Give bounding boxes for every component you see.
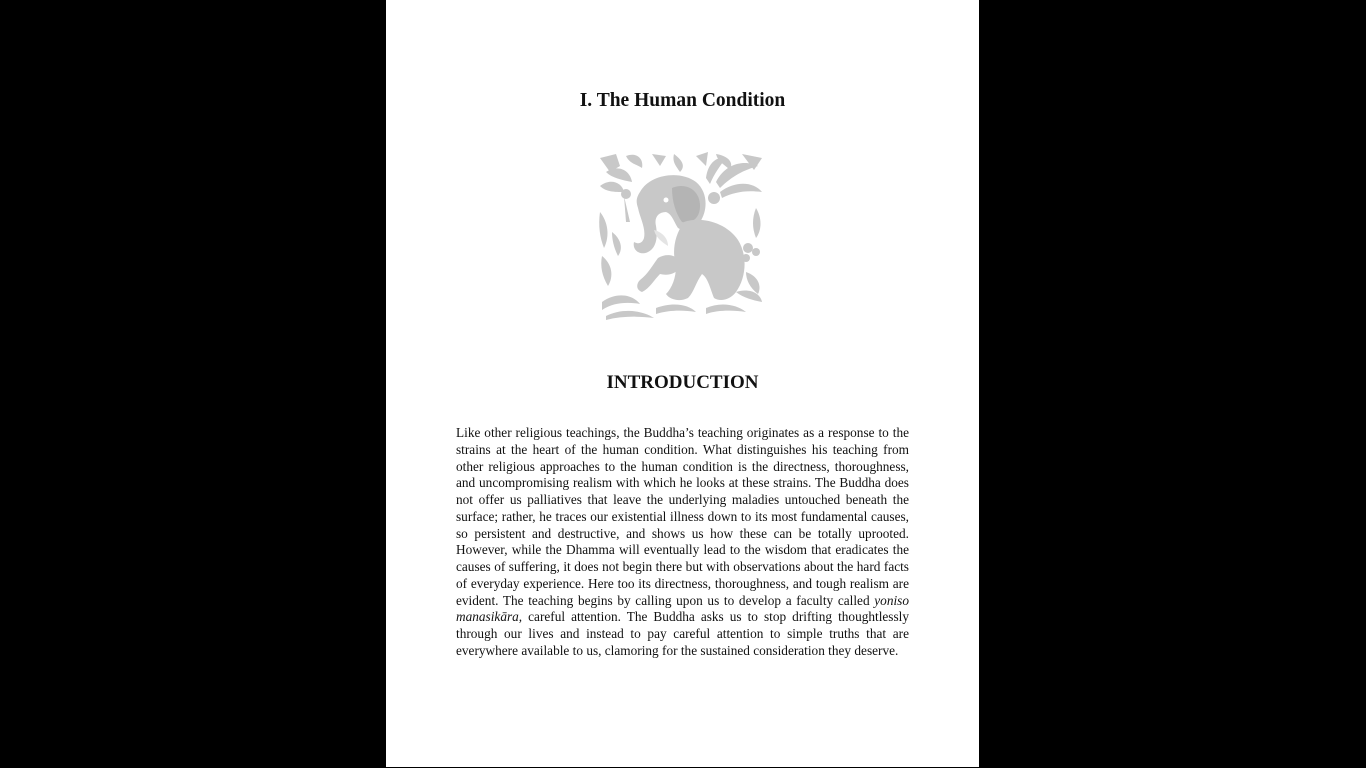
paragraph-text-start: Like other religious teachings, the Buddha’s teaching originates as a response to the strains at the heart of the human condition. What distinguishes his teaching from other religious approaches to the human condition is the directness, thoroughness, and uncompromising realism with which he looks at these strains. The Buddha does not offer us palliatives that leave the underlying maladies untouched beneath the surface; rather, he traces our existential illness down to its most fundamental causes, so persistent and destructive, and shows us how these can be totally uprooted. However, while the Dhamma will eventually lead to the wisdom that eradicates the causes of suffering, it does not begin there but with observations about the hard facts of everyday experience. Here too its directness, thoroughness, and tough realism are evident. The teaching begins by calling upon us to develop a faculty called <box>456 425 909 608</box>
elephant-illustration-icon <box>596 152 766 322</box>
document-page <box>386 0 979 767</box>
body-paragraph <box>456 425 909 660</box>
pali-term: yoniso manasikāra, <box>456 592 909 625</box>
chapter-title: I. The Human Condition <box>579 90 786 111</box>
section-title: INTRODUCTION <box>606 372 759 393</box>
paragraph-text-end: careful attention. The Buddha asks us to stop drifting thoughtlessly through our lives and instead to pay careful attention to simple truths that are everywhere available to us, clamoring for the sustained consideration they deserve. <box>456 609 909 658</box>
